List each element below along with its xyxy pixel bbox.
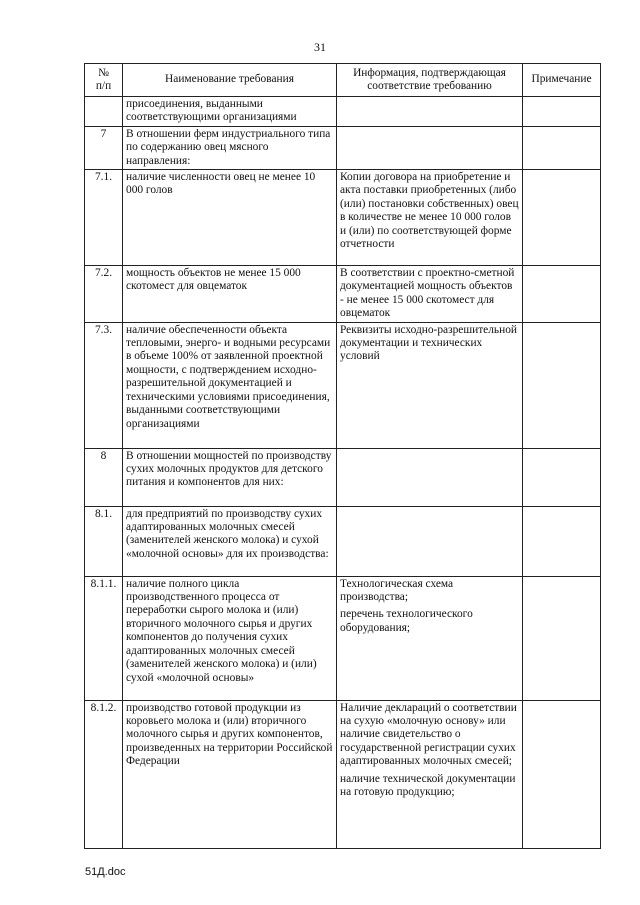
header-requirement: Наименование требования [123, 64, 337, 97]
row-number: 8.1.2. [85, 700, 123, 848]
row-note [523, 700, 601, 848]
table-row [85, 576, 601, 700]
row-note [523, 266, 601, 323]
row-info [337, 266, 523, 323]
row-number: 8.1.1. [85, 576, 123, 700]
row-note [523, 170, 601, 266]
row-number: 8.1. [85, 506, 123, 576]
table-row [85, 700, 601, 848]
info-paragraph: перечень технологического оборудования; [340, 608, 473, 634]
row-info [337, 506, 523, 576]
table-row [85, 97, 601, 127]
row-info [337, 126, 523, 169]
row-info [337, 322, 523, 448]
row-number: 7.2. [85, 266, 123, 323]
table-row [85, 126, 601, 169]
row-number: 8 [85, 448, 123, 506]
row-number: 7.1. [85, 170, 123, 266]
row-info [337, 448, 523, 506]
row-requirement: производство готовой продукции из коровьего молока и (или) вторичного молочного сырья и других компонентов, произведенных на территории Российской Федерации [123, 700, 337, 848]
table-header-row [85, 64, 601, 97]
row-number: 7 [85, 126, 123, 169]
table-row [85, 506, 601, 576]
table-row [85, 322, 601, 448]
header-info: Информация, подтверждающая соответствие требованию [337, 64, 523, 97]
page-number: 31 [314, 40, 326, 54]
row-note [523, 97, 601, 127]
requirements-table [84, 63, 601, 849]
row-requirement: наличие полного цикла производственного процесса от переработки сырого молока и (или) вторичного молочного сырья и других компонентов до получения сухих адаптированных молочных смесей (заменителей женского молока) и (или) сухой «молочной основы» [123, 576, 337, 700]
table-row [85, 448, 601, 506]
table-row [85, 266, 601, 323]
row-info [337, 700, 523, 848]
row-note [523, 126, 601, 169]
row-note [523, 322, 601, 448]
row-note [523, 448, 601, 506]
info-paragraph: Копии договора на приобретение и акта поставки приобретенных (либо (или) постановки собственных) овец в количестве не менее 10 000 голов и (или) по соответствующей форме отчетности [340, 171, 519, 251]
info-paragraph: Наличие деклараций о соответствии на сухую «молочную основу» или наличие свидетельство о государственной регистрации сухих адаптированных молочных смесей; [340, 701, 517, 768]
row-number: 7.3. [85, 322, 123, 448]
header-note: Примечание [523, 64, 601, 97]
row-requirement: для предприятий по производству сухих адаптированных молочных смесей (заменителей женского молока) и сухой «молочной основы» для их производства: [123, 506, 337, 576]
info-paragraph: В соответствии с проектно-сметной документацией мощность объектов - не менее 15 000 скотомест для овцематок [340, 267, 515, 320]
row-requirement: наличие обеспеченности объекта тепловыми, энерго- и водными ресурсами в объеме 100% от заявленной проектной мощности, с подтверждением исходно-разрешительной документацией и техническими условиями присоединения, выданными соответствующими организациями [123, 322, 337, 448]
row-info [337, 97, 523, 127]
row-requirement: присоединения, выданными соответствующими организациями [123, 97, 337, 127]
row-requirement: наличие численности овец не менее 10 000 голов [123, 170, 337, 266]
row-requirement: В отношении ферм индустриального типа по содержанию овец мясного направления: [123, 126, 337, 169]
row-requirement: В отношении мощностей по производству сухих молочных продуктов для детского питания и компонентов для них: [123, 448, 337, 506]
table-row [85, 170, 601, 266]
row-requirement: мощность объектов не менее 15 000 скотомест для овцематок [123, 266, 337, 323]
info-paragraph: Реквизиты исходно-разрешительной документации и технических условий [340, 323, 517, 363]
row-number [85, 97, 123, 127]
table-body [85, 97, 601, 849]
row-note [523, 576, 601, 700]
row-info [337, 576, 523, 700]
info-paragraph: Технологическая схема производства; [340, 577, 454, 604]
row-info [337, 170, 523, 266]
header-num: № п/п [85, 64, 123, 97]
info-paragraph: наличие технической документации на готовую продукцию; [340, 772, 516, 799]
footer-filename: 51Д.doc [85, 866, 126, 878]
row-note [523, 506, 601, 576]
